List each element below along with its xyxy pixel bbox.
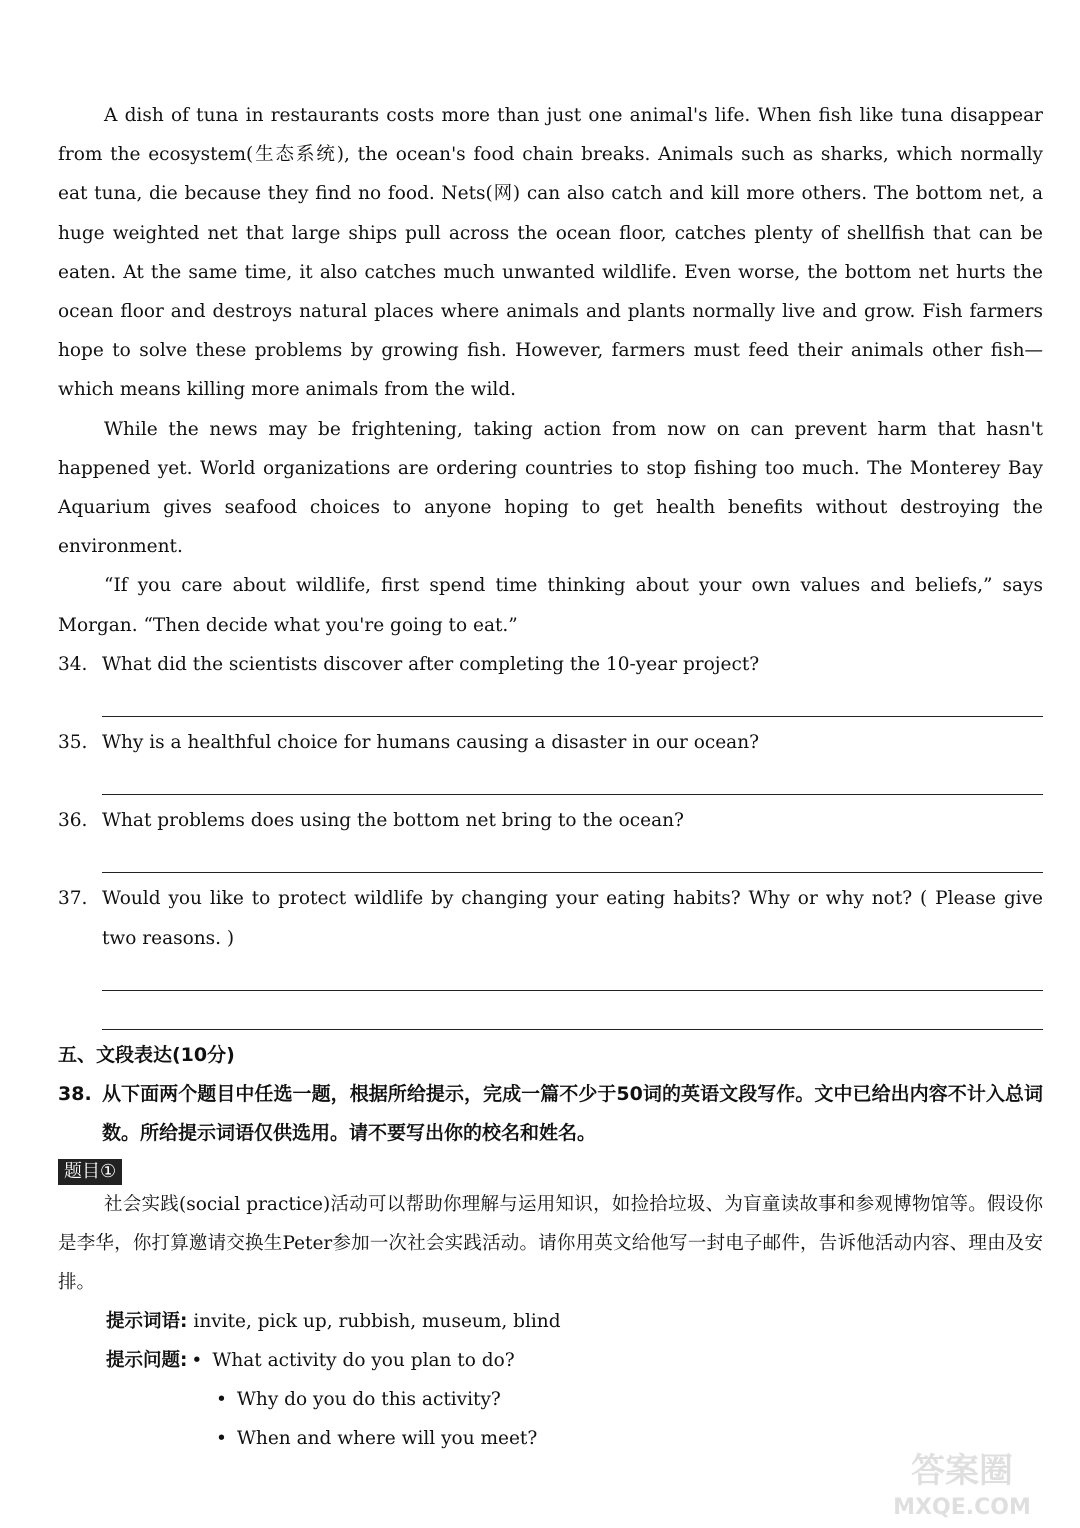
question-text: What did the scientists discover after completing the 10-year project?	[102, 653, 760, 675]
hint-questions-row	[106, 1341, 1043, 1380]
watermark-logo	[872, 1442, 1052, 1522]
question-35	[58, 723, 1043, 762]
watermark-text-cn: 答案圈	[911, 1451, 1013, 1491]
topic-description: 社会实践(social practice)活动可以帮助你理解与运用知识，如捡拾垃圾、为盲童读故事和参观博物馆等。假设你是李华，你打算邀请交换生Peter参加一次社会实践活动。请你用英文给他写一封电子邮件，告诉他活动内容、理由及安排。	[58, 1193, 1043, 1293]
passage-paragraph-2: While the news may be frightening, taking action from now on can prevent harm that hasn't happened yet. World organizations are ordering countries to stop fishing too much. The Monterey Bay Aquarium gives seafood choices to anyone hoping to get health benefits without destroying the environment.	[58, 418, 1043, 558]
task-instructions: 从下面两个题目中任选一题，根据所给提示，完成一篇不少于50词的英语文段写作。文中已给出内容不计入总词数。所给提示词语仅供选用。请不要写出你的校名和姓名。	[102, 1082, 1043, 1144]
question-number: 34.	[58, 653, 88, 675]
passage-paragraph-1: A dish of tuna in restaurants costs more than just one animal's life. When fish like tuna disappear from the ecosystem(生态系统), the ocean's food chain breaks. Animals such as sharks, which normally eat tuna, die because they find no food. Nets(网) can also catch and kill more others. The bottom net, a huge weighted net that large ships pull across the ocean floor, catches plenty of shellfish that can be eaten. At the same time, it also catches much unwanted wildlife. Even worse, the bottom net hurts the ocean floor and destroys natural places where animals and plants normally live and grow. Fish farmers hope to solve these problems by growing fish. However, farmers must feed their animals other fish—which means killing more animals from the wild.	[58, 105, 1043, 401]
question-34	[58, 645, 1043, 684]
task-38	[58, 1075, 1043, 1153]
hint-words-label: 提示词语:	[106, 1310, 188, 1332]
question-text: Why is a healthful choice for humans causing a disaster in our ocean?	[102, 732, 760, 754]
hint-question: • When and where will you meet?	[216, 1419, 1043, 1458]
topic-1-header	[58, 1153, 1043, 1185]
exam-page	[58, 96, 1043, 1458]
hint-words-row	[106, 1302, 1043, 1341]
passage-paragraph-3: “If you care about wildlife, first spend time thinking about your own values and beliefs,” says Morgan. “Then decide what you're going to eat.”	[58, 575, 1043, 636]
hint-words: invite, pick up, rubbish, museum, blind	[193, 1310, 561, 1332]
question-36	[58, 801, 1043, 840]
section-title: 五、文段表达(10分)	[58, 1043, 235, 1066]
question-number: 36.	[58, 810, 88, 832]
watermark-text-en: MXQE.COM	[893, 1495, 1031, 1520]
question-37	[58, 879, 1043, 957]
hint-question: • What activity do you plan to do?	[191, 1341, 514, 1380]
topic-tag: 题目①	[58, 1159, 122, 1185]
question-text: Would you like to protect wildlife by changing your eating habits? Why or why not? ( Please give two reasons. )	[102, 888, 1043, 949]
question-number: 37.	[58, 888, 88, 910]
hint-questions-label: 提示问题:	[106, 1349, 188, 1371]
question-text: What problems does using the bottom net bring to the ocean?	[102, 810, 684, 832]
task-number: 38.	[58, 1082, 92, 1105]
hint-question-list	[191, 1341, 514, 1380]
question-number: 35.	[58, 732, 88, 754]
hint-question: • Why do you do this activity?	[216, 1380, 1043, 1419]
